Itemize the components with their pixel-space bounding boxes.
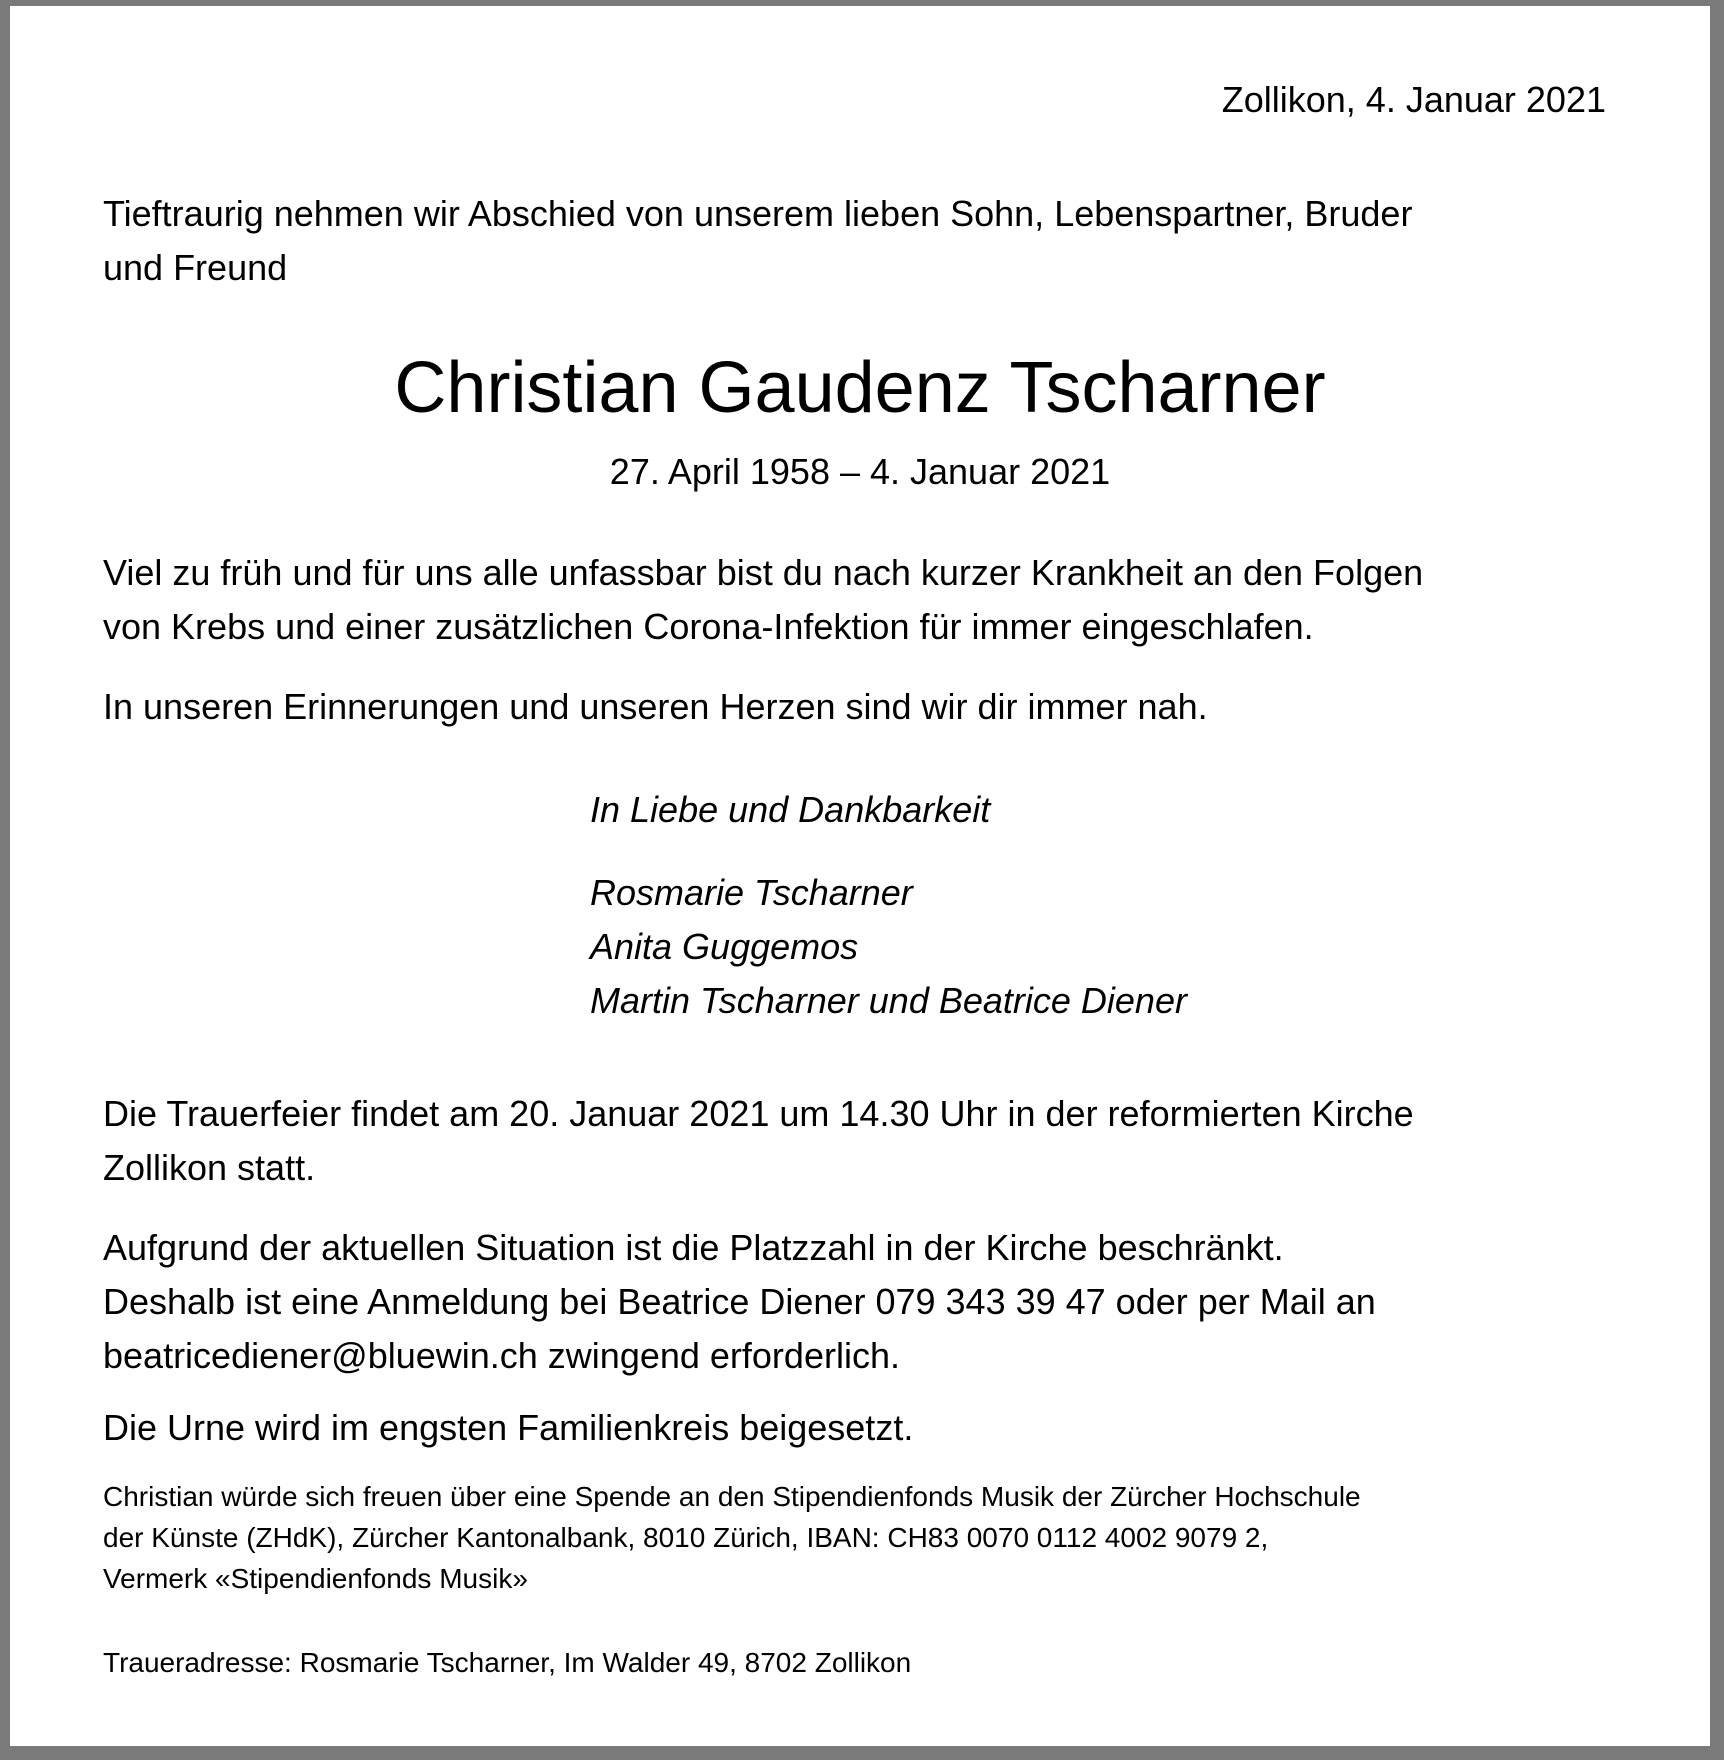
- signer-name: Anita Guggemos: [590, 926, 859, 967]
- ceremony-line: Zollikon statt.: [103, 1147, 316, 1188]
- lifespan-dates: 27. April 1958 – 4. Januar 2021: [609, 451, 1111, 492]
- remembrance-paragraph: In unseren Erinnerungen und unseren Herzen sind wir dir immer nah.: [103, 686, 1208, 727]
- signer-name: Rosmarie Tscharner: [590, 872, 913, 913]
- signers-list: [590, 866, 1187, 1028]
- message-line: Viel zu früh und für uns alle unfassbar bist du nach kurzer Krankheit an den Folgen: [103, 552, 1424, 593]
- registration-line: Deshalb ist eine Anmeldung bei Beatrice Diener 079 343 39 47 oder per Mail an: [103, 1281, 1376, 1322]
- intro-line: Tieftraurig nehmen wir Abschied von unserem lieben Sohn, Lebenspartner, Bruder: [103, 193, 1413, 234]
- registration-line: Aufgrund der aktuellen Situation ist die Platzzahl in der Kirche beschränkt.: [103, 1227, 1284, 1268]
- registration-paragraph: [103, 1221, 1376, 1383]
- ceremony-line: Die Trauerfeier findet am 20. Januar 2021 um 14.30 Uhr in der reformierten Kirche: [103, 1093, 1414, 1134]
- donation-line: Vermerk «Stipendienfonds Musik»: [103, 1563, 528, 1594]
- ceremony-paragraph: [103, 1087, 1414, 1195]
- signer-name: Martin Tscharner und Beatrice Diener: [590, 980, 1187, 1021]
- message-line: von Krebs und einer zusätzlichen Corona-Infektion für immer eingeschlafen.: [103, 606, 1314, 647]
- place-date: Zollikon, 4. Januar 2021: [1221, 79, 1606, 120]
- urn-paragraph: Die Urne wird im engsten Familienkreis beigesetzt.: [103, 1407, 914, 1448]
- intro-text: [103, 187, 1412, 295]
- obituary-page: [10, 6, 1710, 1746]
- registration-line: beatricediener@bluewin.ch zwingend erforderlich.: [103, 1335, 900, 1376]
- donation-paragraph: [103, 1476, 1361, 1599]
- intro-line: und Freund: [103, 247, 288, 288]
- donation-line: Christian würde sich freuen über eine Spende an den Stipendienfonds Musik der Zürcher Hochschule: [103, 1481, 1361, 1512]
- message-paragraph: [103, 546, 1423, 654]
- signoff-text: In Liebe und Dankbarkeit: [590, 789, 991, 830]
- deceased-name: Christian Gaudenz Tscharner: [394, 348, 1326, 428]
- mourning-address: Traueradresse: Rosmarie Tscharner, Im Walder 49, 8702 Zollikon: [103, 1647, 912, 1678]
- donation-line: der Künste (ZHdK), Zürcher Kantonalbank, 8010 Zürich, IBAN: CH83 0070 0112 4002 9079 2,: [103, 1522, 1269, 1553]
